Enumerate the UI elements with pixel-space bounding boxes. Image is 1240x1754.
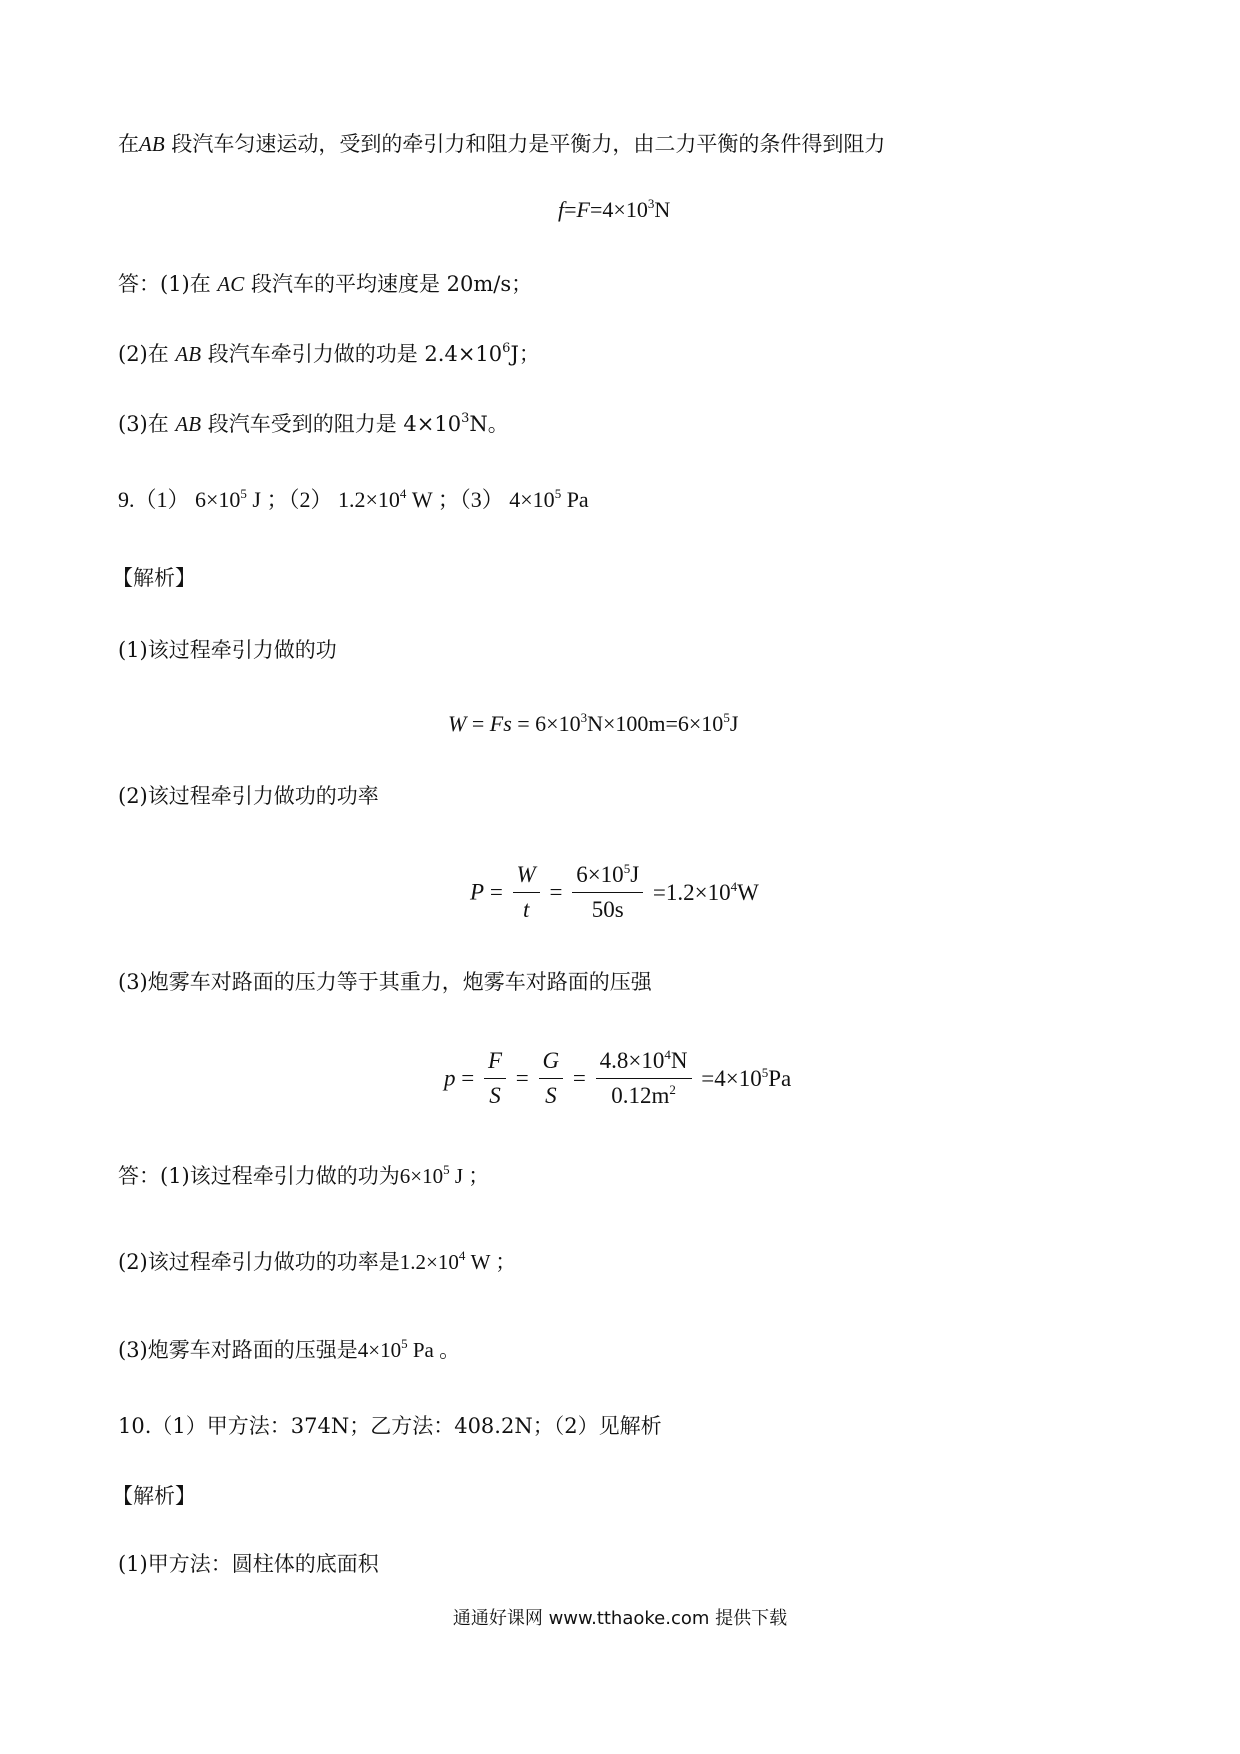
equation-power xyxy=(470,860,759,925)
exponent: 3 xyxy=(647,196,655,211)
unit: N。 xyxy=(469,412,509,436)
question-9-answer xyxy=(118,486,589,514)
unit: W xyxy=(737,879,759,905)
value: = 6×10 xyxy=(511,711,581,736)
fraction-g-over-s xyxy=(539,1046,564,1111)
equation-friction xyxy=(558,196,670,224)
jiexi-heading-9: 【解析】 xyxy=(112,566,196,590)
unit: J xyxy=(630,862,640,887)
answer-8-line-2 xyxy=(118,340,540,368)
var-P: P xyxy=(470,879,485,905)
exponent: 4 xyxy=(458,1248,466,1263)
denominator: 50s xyxy=(591,897,624,922)
value: 4.8×10 xyxy=(599,1048,665,1073)
op: = xyxy=(489,879,503,905)
solution-9-step-2: (2)该过程牵引力做功的功率 xyxy=(118,784,379,808)
denominator xyxy=(596,1079,692,1111)
text: (2)在 xyxy=(118,342,176,366)
op: = xyxy=(515,1065,529,1091)
text: (3)在 xyxy=(118,412,176,436)
answer-9-line-3 xyxy=(118,1336,460,1364)
solution-9-step-1: (1)该过程牵引力做的功 xyxy=(118,638,337,662)
var-ac: AC xyxy=(217,272,245,296)
text: W ；（3） 4×10 xyxy=(406,487,555,512)
text: 段汽车的平均速度是 20m/s； xyxy=(244,272,533,296)
jiexi-heading-10: 【解析】 xyxy=(112,1484,196,1508)
text: Pa xyxy=(561,487,589,512)
numerator: F xyxy=(484,1046,506,1079)
equation-work xyxy=(448,710,738,738)
answer-8-line-3 xyxy=(118,410,509,438)
numerator: W xyxy=(513,860,540,893)
text: (2)该过程牵引力做功的功率是 xyxy=(118,1250,400,1274)
op: = xyxy=(461,1065,475,1091)
exponent: 5 xyxy=(554,486,562,501)
text: 段汽车匀速运动，受到的牵引力和阻力是平衡力，由二力平衡的条件得到阻力 xyxy=(164,132,886,156)
var-F: F xyxy=(576,197,590,222)
var-f: f xyxy=(558,197,565,222)
exponent: 5 xyxy=(240,486,247,501)
exponent: 4 xyxy=(664,1047,671,1062)
value: =1.2×10 xyxy=(652,879,731,905)
op: = xyxy=(549,879,563,905)
unit: Pa xyxy=(768,1065,792,1091)
unit: Pa 。 xyxy=(407,1338,461,1362)
text: (3)炮雾车对路面的压强是 xyxy=(118,1338,358,1362)
var-W: W xyxy=(448,711,467,736)
text: 9.（1） 6×10 xyxy=(118,487,241,512)
numerator: G xyxy=(539,1046,564,1079)
solution-9-step-3: (3)炮雾车对路面的压力等于其重力，炮雾车对路面的压强 xyxy=(118,970,652,994)
unit: J； xyxy=(510,342,540,366)
text: J ；（2） 1.2×10 xyxy=(246,487,400,512)
equation-pressure xyxy=(444,1046,791,1111)
var-ab: AB xyxy=(139,132,165,156)
op: = xyxy=(564,197,577,222)
value: =4×10 xyxy=(701,1065,762,1091)
var-ab: AB xyxy=(175,412,202,436)
denominator: S xyxy=(545,1083,557,1108)
exponent: 5 xyxy=(401,1336,408,1351)
unit: J ； xyxy=(449,1164,490,1188)
text: 答：(1)该过程牵引力做的功为 xyxy=(118,1164,400,1188)
numerator xyxy=(572,860,643,893)
exponent: 5 xyxy=(761,1064,769,1080)
question-10-answer: 10.（1）甲方法：374N；乙方法：408.2N；（2）见解析 xyxy=(118,1414,662,1438)
value: 6×10 xyxy=(576,862,624,887)
value: N×100m=6×10 xyxy=(587,711,724,736)
value: 0.12m xyxy=(611,1083,670,1108)
denominator: t xyxy=(522,897,530,922)
fraction-f-over-s xyxy=(484,1046,506,1111)
op: = xyxy=(466,711,490,736)
result xyxy=(701,1066,791,1091)
exponent: 3 xyxy=(580,710,588,725)
result xyxy=(653,880,759,905)
page-footer: 通通好课网 www.tthaoke.com 提供下载 xyxy=(452,1608,788,1629)
unit: J xyxy=(729,711,739,736)
unit: N xyxy=(670,1048,688,1073)
text: 在 xyxy=(118,132,139,156)
exponent: 5 xyxy=(623,861,631,876)
fraction-weight-over-area xyxy=(596,1046,692,1111)
paragraph-ab-balance xyxy=(118,130,885,158)
exponent: 3 xyxy=(461,411,470,426)
solution-10-step-1: (1)甲方法：圆柱体的底面积 xyxy=(118,1552,379,1576)
answer-9-line-2 xyxy=(118,1248,516,1276)
value: 1.2×10 xyxy=(399,1250,459,1274)
unit: W ； xyxy=(465,1250,517,1274)
exponent: 4 xyxy=(730,878,738,894)
text: 答：(1)在 xyxy=(118,272,218,296)
unit: N xyxy=(654,197,671,222)
text: 段汽车受到的阻力是 4×10 xyxy=(201,412,462,436)
op: = xyxy=(572,1065,586,1091)
value: =4×10 xyxy=(590,197,648,222)
numerator xyxy=(596,1046,692,1079)
exponent: 5 xyxy=(723,710,730,725)
var-ab: AB xyxy=(175,342,202,366)
var-p: p xyxy=(444,1065,456,1091)
answer-8-line-1 xyxy=(118,270,532,298)
fraction-work-over-time xyxy=(572,860,643,925)
text: 段汽车牵引力做的功是 2.4×10 xyxy=(201,342,503,366)
denominator: S xyxy=(489,1083,501,1108)
fraction-w-over-t xyxy=(513,860,540,925)
exponent: 5 xyxy=(443,1162,450,1177)
var-Fs: Fs xyxy=(489,711,512,736)
exponent: 6 xyxy=(502,341,511,356)
exponent: 4 xyxy=(399,486,407,501)
value: 4×10 xyxy=(357,1338,402,1362)
value: 6×10 xyxy=(399,1164,444,1188)
answer-9-line-1 xyxy=(118,1162,489,1190)
exponent: 2 xyxy=(669,1082,676,1097)
